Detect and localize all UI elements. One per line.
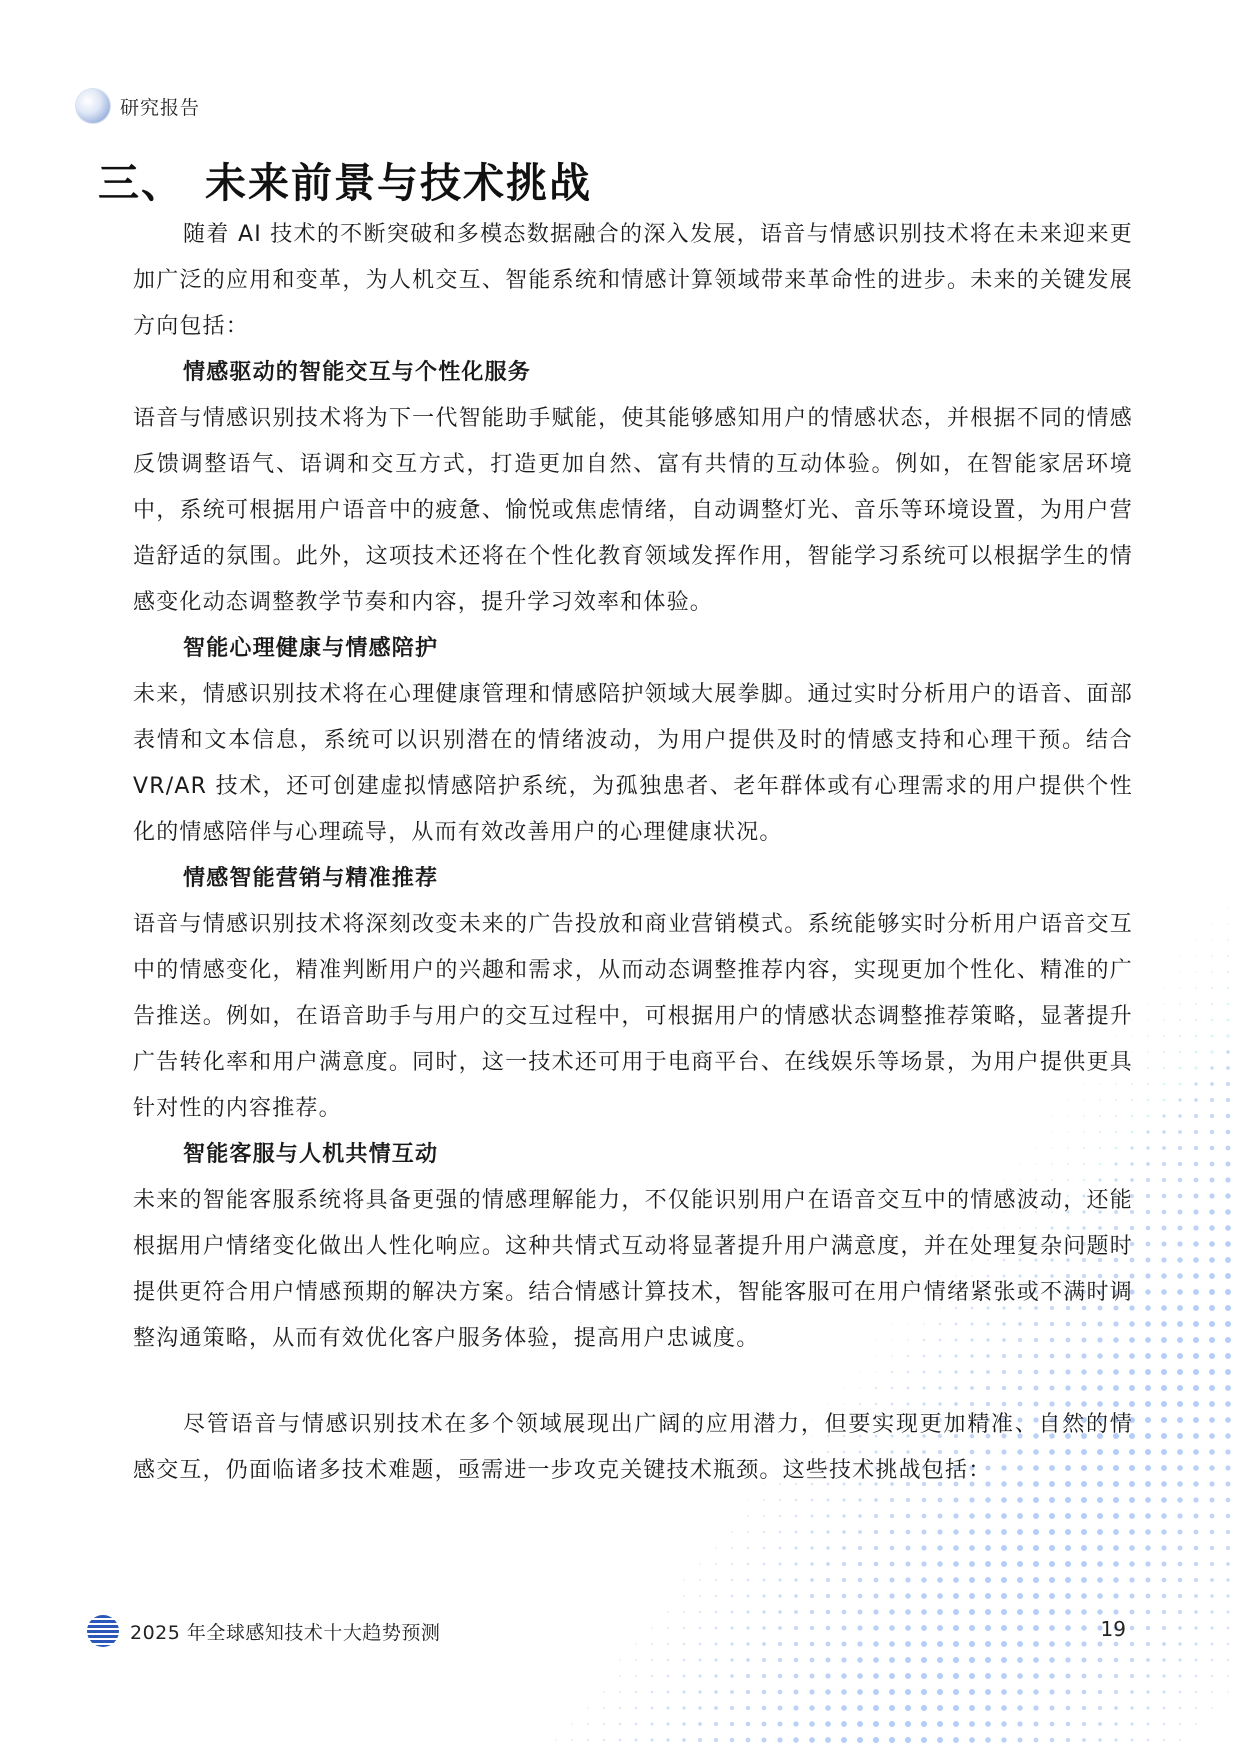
paragraph-emotion-driven-interaction: 语音与情感识别技术将为下一代智能助手赋能，使其能够感知用户的情感状态，并根据不同的情感反馈调整语气、语调和交互方式，打造更加自然、富有共情的互动体验。例如，在智能家居环境中，系统可根据用户语音中的疲惫、愉悦或焦虑情绪，自动调整灯光、音乐等环境设置，为用户营造舒适的氛围。此外，这项技术还将在个性化教育领域发挥作用，智能学习系统可以根据学生的情感变化动态调整教学节奏和内容，提升学习效率和体验。 (133, 406, 1133, 615)
page-footer (86, 1613, 1126, 1649)
paragraph-emotion-marketing: 语音与情感识别技术将深刻改变未来的广告投放和商业营销模式。系统能够实时分析用户语音交互中的情感变化，精准判断用户的兴趣和需求，从而动态调整推荐内容，实现更加个性化、精准的广告推送。例如，在语音助手与用户的交互过程中，可根据用户的情感状态调整推荐策略，显著提升广告转化率和用户满意度。同时，这一技术还可用于电商平台、在线娱乐等场景，为用户提供更具针对性的内容推荐。 (133, 912, 1133, 1121)
paragraph-customer-service: 未来的智能客服系统将具备更强的情感理解能力，不仅能识别用户在语音交互中的情感波动，还能根据用户情绪变化做出人性化响应。这种共情式互动将显著提升用户满意度，并在处理复杂问题时提供更符合用户情感预期的解决方案。结合情感计算技术，智能客服可在用户情绪紧张或不满时调整沟通策略，从而有效优化客户服务体验，提高用户忠诚度。 (133, 1188, 1133, 1351)
subheading-emotion-marketing: 情感智能营销与精准推荐 (183, 866, 439, 891)
body-content (133, 212, 1133, 1494)
page-number: 19 (1100, 1617, 1126, 1641)
paragraph-gap (133, 1362, 1133, 1402)
subheading-customer-service: 智能客服与人机共情互动 (183, 1142, 439, 1167)
subheading-mental-health: 智能心理健康与情感陪护 (183, 636, 439, 661)
intro-paragraph: 随着 AI 技术的不断突破和多模态数据融合的深入发展，语音与情感识别技术将在未来迎来更加广泛的应用和变革，为人机交互、智能系统和情感计算领域带来革命性的进步。未来的关键发展方向包括： (133, 222, 1133, 339)
paragraph-mental-health: 未来，情感识别技术将在心理健康管理和情感陪护领域大展拳脚。通过实时分析用户的语音、面部表情和文本信息，系统可以识别潜在的情绪波动，为用户提供及时的情感支持和心理干预。结合 VR/AR 技术，还可创建虚拟情感陪护系统，为孤独患者、老年群体或有心理需求的用户提供个性化的情感陪伴与心理疏导，从而有效改善用户的心理健康状况。 (133, 682, 1133, 845)
subheading-emotion-driven-interaction: 情感驱动的智能交互与个性化服务 (183, 360, 532, 385)
footer-report-title: 2025 年全球感知技术十大趋势预测 (130, 1621, 441, 1644)
page-header (76, 88, 200, 124)
section-title-text: 未来前景与技术挑战 (205, 159, 592, 207)
striped-globe-logo-icon (86, 1614, 120, 1648)
challenges-intro-paragraph: 尽管语音与情感识别技术在多个领域展现出广阔的应用潜力，但要实现更加精准、自然的情感交互，仍面临诸多技术难题，亟需进一步攻克关键技术瓶颈。这些技术挑战包括： (133, 1412, 1133, 1483)
section-title (98, 150, 592, 209)
header-label: 研究报告 (120, 96, 201, 119)
section-number: 三、 (98, 159, 184, 207)
globe-logo-icon (76, 89, 110, 123)
